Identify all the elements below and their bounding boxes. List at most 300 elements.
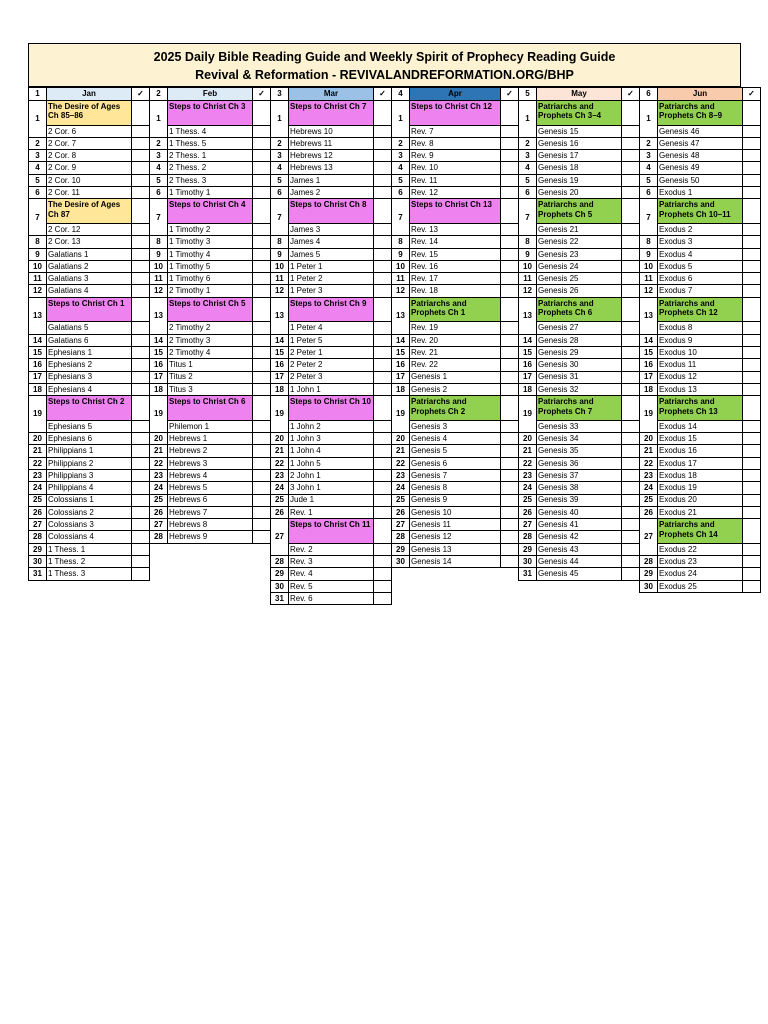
day-checkbox[interactable] (374, 383, 392, 395)
day-checkbox[interactable] (501, 371, 519, 383)
bible-reading: Genesis 14 (410, 555, 501, 567)
day-row (640, 137, 761, 149)
day-checkbox[interactable] (743, 494, 761, 506)
day-checkbox[interactable] (374, 248, 392, 260)
bible-reading: Rev. 12 (410, 187, 501, 199)
bible-reading: Exodus 18 (658, 469, 743, 481)
bible-reading: Genesis 31 (537, 371, 622, 383)
day-checkbox[interactable] (501, 555, 519, 567)
bible-reading: Rev. 13 (410, 223, 501, 235)
day-checkbox[interactable] (374, 150, 392, 162)
day-checkbox[interactable] (501, 531, 519, 543)
day-number: 30 (271, 580, 289, 592)
day-checkbox[interactable] (253, 223, 271, 235)
day-checkbox[interactable] (501, 359, 519, 371)
day-number: 31 (271, 592, 289, 604)
day-checkbox[interactable] (743, 236, 761, 248)
day-checkbox[interactable] (743, 137, 761, 149)
sop-checkbox[interactable] (743, 101, 761, 126)
day-checkbox[interactable] (622, 346, 640, 358)
day-number: 18 (271, 383, 289, 395)
day-number: 12 (29, 285, 47, 297)
day-checkbox[interactable] (622, 494, 640, 506)
day-checkbox[interactable] (743, 223, 761, 235)
day-checkbox[interactable] (622, 383, 640, 395)
day-row (271, 273, 392, 285)
day-checkbox[interactable] (501, 445, 519, 457)
day-checkbox[interactable] (743, 150, 761, 162)
day-checkbox[interactable] (132, 445, 150, 457)
day-checkbox[interactable] (132, 433, 150, 445)
day-number: 5 (640, 174, 658, 186)
day-checkbox[interactable] (374, 433, 392, 445)
bible-reading: Exodus 4 (658, 248, 743, 260)
sop-checkbox[interactable] (501, 297, 519, 322)
day-checkbox[interactable] (253, 457, 271, 469)
day-checkbox[interactable] (132, 469, 150, 481)
day-checkbox[interactable] (501, 248, 519, 260)
day-checkbox[interactable] (501, 334, 519, 346)
sop-checkbox[interactable] (501, 396, 519, 421)
day-checkbox[interactable] (743, 174, 761, 186)
day-checkbox[interactable] (501, 494, 519, 506)
day-checkbox[interactable] (253, 248, 271, 260)
day-checkbox[interactable] (622, 322, 640, 334)
day-checkbox[interactable] (622, 174, 640, 186)
day-checkbox[interactable] (253, 359, 271, 371)
bible-reading: Genesis 3 (410, 420, 501, 432)
day-checkbox[interactable] (132, 568, 150, 580)
sop-row (29, 297, 150, 322)
day-checkbox[interactable] (253, 383, 271, 395)
day-checkbox[interactable] (132, 494, 150, 506)
day-row (29, 519, 150, 531)
bible-reading: Rev. 22 (410, 359, 501, 371)
bible-reading: Galatians 5 (47, 322, 132, 334)
day-checkbox[interactable] (374, 420, 392, 432)
day-checkbox[interactable] (501, 162, 519, 174)
bible-reading: 1 Peter 3 (289, 285, 374, 297)
bible-reading: Genesis 35 (537, 445, 622, 457)
day-checkbox[interactable] (743, 580, 761, 592)
day-checkbox[interactable] (253, 445, 271, 457)
day-checkbox[interactable] (374, 125, 392, 137)
day-number: 20 (640, 433, 658, 445)
day-checkbox[interactable] (743, 420, 761, 432)
day-checkbox[interactable] (501, 260, 519, 272)
day-checkbox[interactable] (622, 285, 640, 297)
day-row (29, 260, 150, 272)
sop-checkbox[interactable] (132, 297, 150, 322)
sop-row (519, 199, 640, 224)
day-row (519, 346, 640, 358)
day-checkbox[interactable] (743, 543, 761, 555)
day-checkbox[interactable] (374, 371, 392, 383)
day-number: 19 (150, 396, 168, 433)
sop-checkbox[interactable] (132, 396, 150, 421)
day-row (392, 494, 519, 506)
day-checkbox[interactable] (253, 371, 271, 383)
day-checkbox[interactable] (132, 383, 150, 395)
day-checkbox[interactable] (374, 322, 392, 334)
sop-checkbox[interactable] (622, 396, 640, 421)
day-checkbox[interactable] (743, 359, 761, 371)
day-checkbox[interactable] (501, 433, 519, 445)
sop-checkbox[interactable] (622, 101, 640, 126)
day-checkbox[interactable] (622, 162, 640, 174)
day-row (392, 236, 519, 248)
day-checkbox[interactable] (501, 346, 519, 358)
day-number: 4 (519, 162, 537, 174)
bible-reading: Genesis 39 (537, 494, 622, 506)
day-checkbox[interactable] (374, 236, 392, 248)
day-checkbox[interactable] (132, 285, 150, 297)
day-checkbox[interactable] (374, 162, 392, 174)
day-checkbox[interactable] (743, 285, 761, 297)
sop-row (640, 519, 761, 544)
day-row (150, 223, 271, 235)
bible-reading: 1 Thess. 3 (47, 568, 132, 580)
day-checkbox[interactable] (743, 346, 761, 358)
day-checkbox[interactable] (374, 580, 392, 592)
day-checkbox[interactable] (622, 519, 640, 531)
day-checkbox[interactable] (132, 506, 150, 518)
day-checkbox[interactable] (501, 273, 519, 285)
day-checkbox[interactable] (253, 519, 271, 531)
day-checkbox[interactable] (622, 445, 640, 457)
sop-checkbox[interactable] (253, 101, 271, 126)
bible-reading: 1 John 2 (289, 420, 374, 432)
day-row (271, 248, 392, 260)
bible-reading: Exodus 3 (658, 236, 743, 248)
bible-reading: 3 John 1 (289, 482, 374, 494)
day-checkbox[interactable] (132, 322, 150, 334)
day-checkbox[interactable] (501, 187, 519, 199)
day-checkbox[interactable] (743, 555, 761, 567)
day-row (271, 236, 392, 248)
day-checkbox[interactable] (743, 273, 761, 285)
day-checkbox[interactable] (622, 568, 640, 580)
day-checkbox[interactable] (743, 162, 761, 174)
day-checkbox[interactable] (253, 174, 271, 186)
day-checkbox[interactable] (501, 519, 519, 531)
sop-checkbox[interactable] (501, 199, 519, 224)
bible-reading: Exodus 6 (658, 273, 743, 285)
day-checkbox[interactable] (622, 531, 640, 543)
day-checkbox[interactable] (743, 469, 761, 481)
bible-reading: Genesis 12 (410, 531, 501, 543)
day-number: 3 (271, 150, 289, 162)
day-number: 27 (392, 519, 410, 531)
day-checkbox[interactable] (501, 420, 519, 432)
day-row (640, 223, 761, 235)
day-checkbox[interactable] (132, 457, 150, 469)
day-number: 19 (640, 396, 658, 433)
day-checkbox[interactable] (253, 433, 271, 445)
day-checkbox[interactable] (622, 506, 640, 518)
day-number: 10 (640, 260, 658, 272)
day-row (271, 383, 392, 395)
bible-reading: Genesis 2 (410, 383, 501, 395)
day-checkbox[interactable] (253, 162, 271, 174)
day-checkbox[interactable] (622, 371, 640, 383)
day-number: 13 (640, 297, 658, 334)
day-checkbox[interactable] (253, 322, 271, 334)
day-checkbox[interactable] (622, 543, 640, 555)
day-number: 1 (640, 101, 658, 138)
day-row (271, 150, 392, 162)
day-row (519, 236, 640, 248)
day-checkbox[interactable] (132, 543, 150, 555)
day-row (640, 433, 761, 445)
bible-reading: Philippians 3 (47, 469, 132, 481)
day-checkbox[interactable] (374, 223, 392, 235)
day-checkbox[interactable] (132, 174, 150, 186)
day-checkbox[interactable] (132, 359, 150, 371)
day-checkbox[interactable] (622, 125, 640, 137)
bible-reading: Genesis 28 (537, 334, 622, 346)
day-number: 2 (29, 137, 47, 149)
day-row (392, 445, 519, 457)
day-checkbox[interactable] (622, 359, 640, 371)
day-number: 26 (519, 506, 537, 518)
bible-reading: Genesis 25 (537, 273, 622, 285)
day-checkbox[interactable] (132, 125, 150, 137)
day-checkbox[interactable] (132, 187, 150, 199)
sop-checkbox[interactable] (253, 199, 271, 224)
bible-reading: 1 John 3 (289, 433, 374, 445)
check-header: ✓ (622, 88, 640, 101)
day-checkbox[interactable] (132, 519, 150, 531)
day-checkbox[interactable] (501, 125, 519, 137)
day-checkbox[interactable] (622, 236, 640, 248)
day-row (29, 137, 150, 149)
day-checkbox[interactable] (743, 248, 761, 260)
day-checkbox[interactable] (374, 482, 392, 494)
sop-row (640, 199, 761, 224)
day-checkbox[interactable] (374, 568, 392, 580)
day-checkbox[interactable] (132, 555, 150, 567)
day-checkbox[interactable] (743, 568, 761, 580)
day-checkbox[interactable] (253, 260, 271, 272)
sop-checkbox[interactable] (253, 297, 271, 322)
day-checkbox[interactable] (501, 482, 519, 494)
sop-checkbox[interactable] (374, 199, 392, 224)
bible-reading: Galatians 1 (47, 248, 132, 260)
day-checkbox[interactable] (501, 285, 519, 297)
day-checkbox[interactable] (374, 555, 392, 567)
day-checkbox[interactable] (132, 273, 150, 285)
day-row (640, 260, 761, 272)
day-checkbox[interactable] (622, 433, 640, 445)
bible-reading: 2 Cor. 8 (47, 150, 132, 162)
day-checkbox[interactable] (374, 174, 392, 186)
day-checkbox[interactable] (253, 506, 271, 518)
day-checkbox[interactable] (374, 334, 392, 346)
day-checkbox[interactable] (743, 445, 761, 457)
day-checkbox[interactable] (253, 285, 271, 297)
day-checkbox[interactable] (743, 322, 761, 334)
day-checkbox[interactable] (622, 457, 640, 469)
day-checkbox[interactable] (501, 137, 519, 149)
sop-checkbox[interactable] (132, 199, 150, 224)
day-checkbox[interactable] (743, 260, 761, 272)
day-checkbox[interactable] (374, 445, 392, 457)
sop-checkbox[interactable] (622, 297, 640, 322)
day-row (271, 420, 392, 432)
day-checkbox[interactable] (374, 137, 392, 149)
day-checkbox[interactable] (253, 469, 271, 481)
day-checkbox[interactable] (501, 469, 519, 481)
day-row (392, 359, 519, 371)
day-checkbox[interactable] (132, 482, 150, 494)
day-checkbox[interactable] (501, 174, 519, 186)
bible-reading: Exodus 1 (658, 187, 743, 199)
day-checkbox[interactable] (622, 334, 640, 346)
day-checkbox[interactable] (622, 223, 640, 235)
day-checkbox[interactable] (743, 457, 761, 469)
day-checkbox[interactable] (743, 187, 761, 199)
day-checkbox[interactable] (501, 150, 519, 162)
day-checkbox[interactable] (374, 457, 392, 469)
day-number: 26 (150, 506, 168, 518)
day-checkbox[interactable] (253, 482, 271, 494)
day-checkbox[interactable] (132, 248, 150, 260)
sop-checkbox[interactable] (374, 297, 392, 322)
bible-reading: Rev. 17 (410, 273, 501, 285)
day-checkbox[interactable] (374, 592, 392, 604)
day-checkbox[interactable] (374, 187, 392, 199)
day-checkbox[interactable] (501, 236, 519, 248)
day-checkbox[interactable] (132, 334, 150, 346)
day-checkbox[interactable] (374, 346, 392, 358)
day-checkbox[interactable] (374, 359, 392, 371)
day-number: 8 (519, 236, 537, 248)
day-checkbox[interactable] (622, 248, 640, 260)
day-checkbox[interactable] (253, 531, 271, 543)
day-checkbox[interactable] (374, 260, 392, 272)
month-number: 1 (29, 88, 47, 101)
day-checkbox[interactable] (501, 457, 519, 469)
day-checkbox[interactable] (132, 346, 150, 358)
day-checkbox[interactable] (132, 236, 150, 248)
sop-checkbox[interactable] (374, 396, 392, 421)
day-checkbox[interactable] (253, 187, 271, 199)
day-checkbox[interactable] (132, 150, 150, 162)
sop-checkbox[interactable] (743, 519, 761, 544)
day-checkbox[interactable] (622, 469, 640, 481)
day-checkbox[interactable] (622, 420, 640, 432)
day-number: 3 (29, 150, 47, 162)
sop-checkbox[interactable] (501, 101, 519, 126)
day-checkbox[interactable] (743, 371, 761, 383)
day-checkbox[interactable] (622, 482, 640, 494)
sop-reading-cell: Steps to Christ Ch 4 (168, 199, 253, 224)
day-checkbox[interactable] (374, 285, 392, 297)
day-checkbox[interactable] (253, 334, 271, 346)
month-mar (270, 87, 392, 605)
month-number: 4 (392, 88, 410, 101)
day-row (392, 482, 519, 494)
day-checkbox[interactable] (253, 236, 271, 248)
sop-checkbox[interactable] (743, 297, 761, 322)
day-checkbox[interactable] (374, 506, 392, 518)
day-checkbox[interactable] (743, 383, 761, 395)
bible-reading: Exodus 16 (658, 445, 743, 457)
bible-reading: Rev. 10 (410, 162, 501, 174)
bible-reading: Exodus 2 (658, 223, 743, 235)
day-checkbox[interactable] (374, 273, 392, 285)
day-checkbox[interactable] (743, 506, 761, 518)
day-checkbox[interactable] (374, 469, 392, 481)
day-row (29, 187, 150, 199)
day-checkbox[interactable] (622, 187, 640, 199)
sop-reading-cell: The Desire of Ages Ch 85–86 (47, 101, 132, 126)
day-checkbox[interactable] (501, 506, 519, 518)
day-row (271, 285, 392, 297)
day-checkbox[interactable] (622, 260, 640, 272)
sop-checkbox[interactable] (374, 519, 392, 544)
bible-reading: Genesis 4 (410, 433, 501, 445)
day-checkbox[interactable] (253, 346, 271, 358)
bible-reading: Genesis 13 (410, 543, 501, 555)
day-checkbox[interactable] (374, 543, 392, 555)
day-number: 28 (392, 531, 410, 543)
day-checkbox[interactable] (253, 137, 271, 149)
day-checkbox[interactable] (743, 433, 761, 445)
day-checkbox[interactable] (132, 531, 150, 543)
day-checkbox[interactable] (253, 150, 271, 162)
day-checkbox[interactable] (501, 543, 519, 555)
day-row (29, 371, 150, 383)
bible-reading: Exodus 20 (658, 494, 743, 506)
day-checkbox[interactable] (501, 322, 519, 334)
day-checkbox[interactable] (253, 420, 271, 432)
day-row (519, 248, 640, 260)
day-checkbox[interactable] (743, 334, 761, 346)
sop-checkbox[interactable] (743, 199, 761, 224)
day-checkbox[interactable] (622, 273, 640, 285)
day-checkbox[interactable] (132, 223, 150, 235)
sop-checkbox[interactable] (132, 101, 150, 126)
day-checkbox[interactable] (132, 260, 150, 272)
day-checkbox[interactable] (374, 494, 392, 506)
day-checkbox[interactable] (743, 482, 761, 494)
day-checkbox[interactable] (622, 555, 640, 567)
day-checkbox[interactable] (132, 137, 150, 149)
sop-checkbox[interactable] (622, 199, 640, 224)
sop-checkbox[interactable] (253, 396, 271, 421)
day-checkbox[interactable] (132, 371, 150, 383)
day-checkbox[interactable] (132, 162, 150, 174)
sop-checkbox[interactable] (743, 396, 761, 421)
day-row (519, 371, 640, 383)
day-checkbox[interactable] (622, 150, 640, 162)
day-row (640, 580, 761, 592)
day-checkbox[interactable] (132, 420, 150, 432)
bible-reading: 1 Thess. 2 (47, 555, 132, 567)
day-checkbox[interactable] (253, 125, 271, 137)
day-number: 12 (640, 285, 658, 297)
day-checkbox[interactable] (622, 137, 640, 149)
day-checkbox[interactable] (743, 125, 761, 137)
sop-checkbox[interactable] (374, 101, 392, 126)
day-checkbox[interactable] (253, 273, 271, 285)
day-checkbox[interactable] (253, 494, 271, 506)
day-checkbox[interactable] (501, 383, 519, 395)
day-checkbox[interactable] (501, 223, 519, 235)
day-number: 27 (640, 519, 658, 556)
